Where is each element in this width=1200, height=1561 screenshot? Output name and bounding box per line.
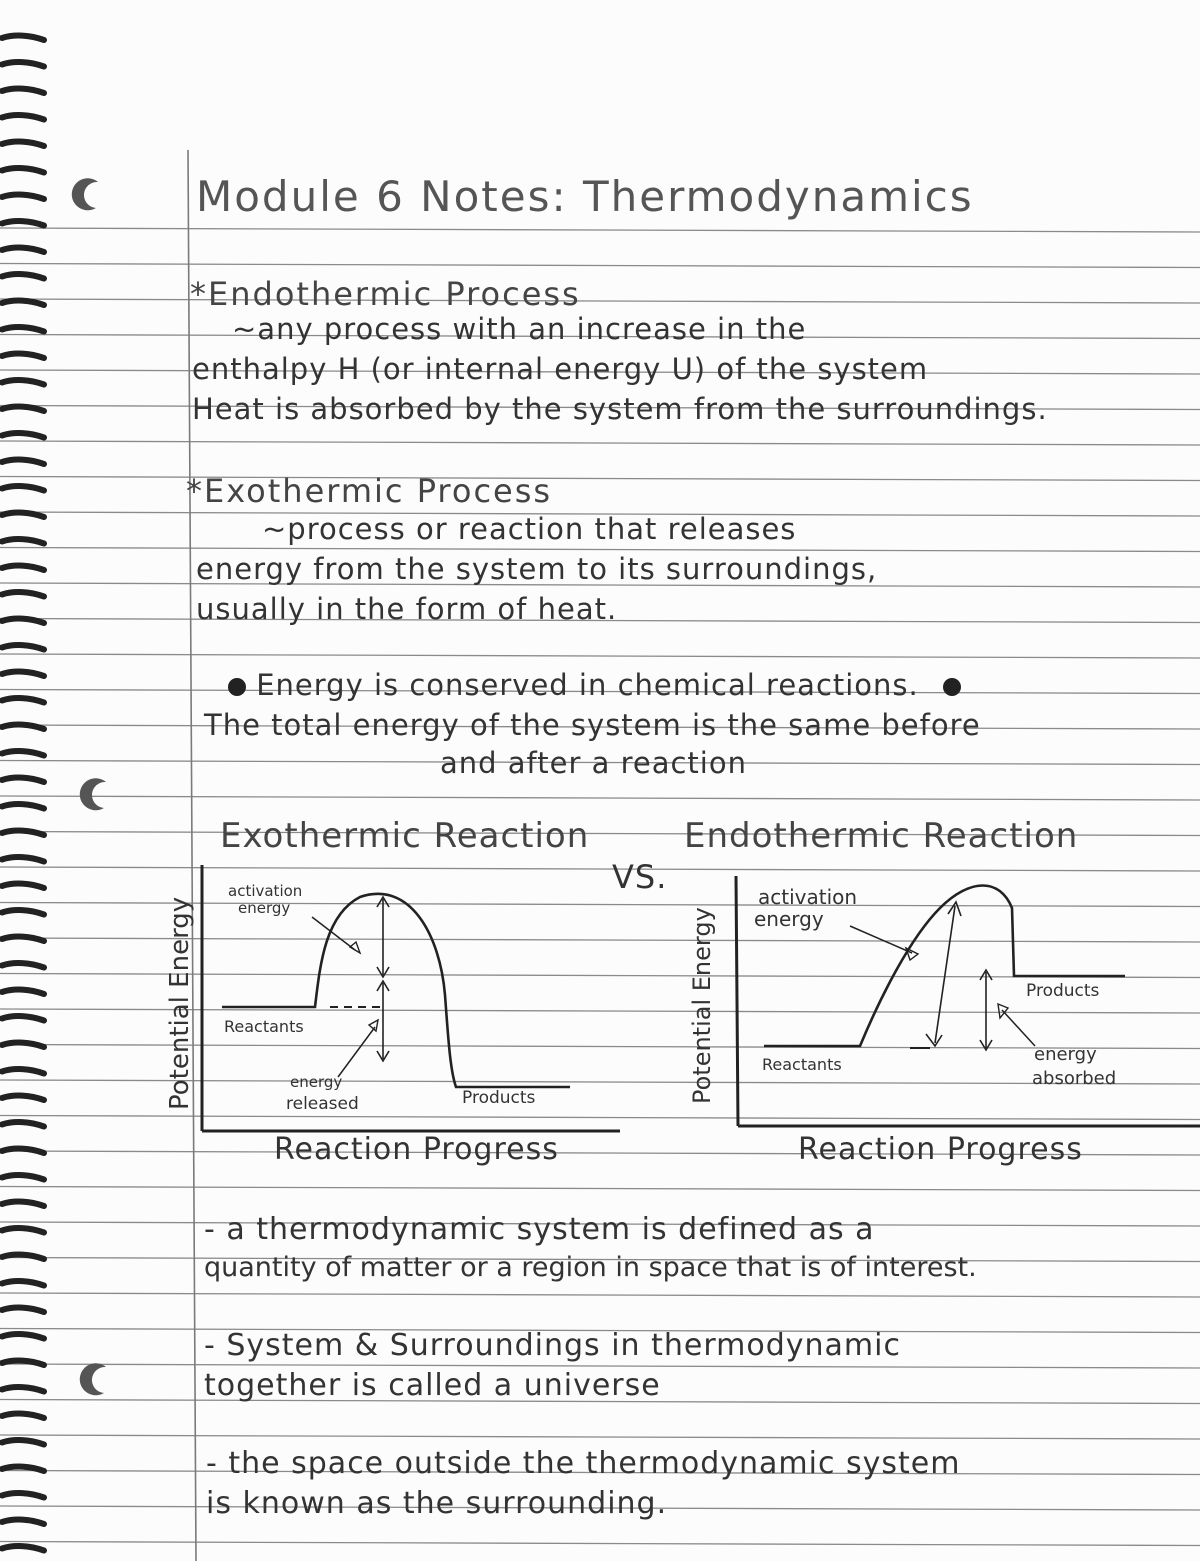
ruled-line [0, 299, 1200, 303]
spiral-ring [2, 592, 44, 596]
spiral-ring [2, 168, 44, 172]
exo-diagram-title: Exothermic Reaction [220, 816, 590, 856]
ruled-line [0, 548, 1200, 552]
spiral-ring [2, 751, 44, 755]
spiral-ring [2, 115, 44, 119]
spiral-ring [2, 1414, 44, 1418]
spiral-ring [2, 1334, 44, 1338]
spiral-ring [2, 62, 44, 66]
exothermic-diagram [150, 855, 620, 1145]
spiral-ring [2, 248, 44, 252]
spiral-ring [2, 1467, 44, 1471]
bullet-icon [943, 678, 961, 696]
spiral-ring [2, 963, 44, 967]
spiral-ring [2, 1546, 44, 1550]
spiral-ring [2, 1202, 44, 1206]
ruled-line [0, 796, 1200, 800]
spiral-ring [2, 1387, 44, 1391]
spiral-ring [2, 1096, 44, 1100]
endo-diagram-title: Endothermic Reaction [684, 816, 1079, 856]
definition-line: - System & Surroundings in thermodynamic [204, 1328, 901, 1363]
definition-line: together is called a universe [204, 1368, 661, 1403]
ruled-line [0, 264, 1200, 268]
conservation-text: Energy is conserved in chemical reactions. [256, 668, 919, 702]
ruled-line [0, 477, 1200, 481]
spiral-ring [2, 486, 44, 490]
spiral-ring [2, 195, 44, 199]
endothermic-line: ~any process with an increase in the [232, 312, 807, 346]
ruled-line [0, 1435, 1200, 1439]
ruled-line [0, 1187, 1200, 1191]
spiral-ring [2, 778, 44, 782]
spiral-ring [2, 566, 44, 570]
ruled-line [0, 654, 1200, 658]
spiral-ring [2, 884, 44, 888]
definition-line: is known as the surrounding. [206, 1486, 668, 1521]
spiral-ring [2, 990, 44, 994]
spiral-ring [2, 1122, 44, 1126]
spiral-ring [2, 1281, 44, 1285]
ruled-line [0, 228, 1200, 232]
spiral-ring [2, 1520, 44, 1524]
spiral-ring [2, 433, 44, 437]
endo-activation-label: energy [754, 907, 824, 931]
endo-absorbed-label: energy [1034, 1044, 1097, 1065]
endo-reactants-label: Reactants [762, 1055, 842, 1074]
exo-activation-label: energy [238, 899, 291, 917]
punch-hole-icon [60, 170, 110, 220]
bullet-icon [228, 678, 246, 696]
punch-hole-icon [68, 770, 118, 820]
exo-x-label: Reaction Progress [274, 1132, 559, 1167]
spiral-ring [2, 513, 44, 517]
endo-x-label: Reaction Progress [798, 1132, 1083, 1167]
spiral-ring [2, 36, 44, 40]
ruled-line [0, 1542, 1200, 1546]
spiral-ring [2, 354, 44, 358]
endothermic-line: Heat is absorbed by the system from the surroundings. [192, 392, 1048, 426]
exo-energy-curve [222, 894, 570, 1087]
spiral-ring [2, 274, 44, 278]
ruled-line [0, 1293, 1200, 1297]
spiral-ring [2, 142, 44, 146]
endothermic-line: enthalpy H (or internal energy U) of the system [192, 352, 929, 386]
spiral-ring [2, 539, 44, 543]
punch-hole-icon [68, 1355, 118, 1405]
endothermic-heading: *Endothermic Process [190, 275, 581, 313]
spiral-ring [2, 1440, 44, 1444]
endo-activation-arrow [935, 906, 955, 1043]
spiral-ring [2, 1361, 44, 1365]
conservation-line [228, 668, 961, 702]
conservation-line: The total energy of the system is the same before [204, 708, 981, 742]
spiral-ring [2, 857, 44, 861]
spiral-ring [2, 1016, 44, 1020]
exo-released-label: energy [290, 1073, 343, 1091]
definition-line: - the space outside the thermodynamic system [206, 1446, 961, 1481]
spiral-ring [2, 1043, 44, 1047]
spiral-ring [2, 1149, 44, 1153]
spiral-ring [2, 619, 44, 623]
endo-absorbed-label: absorbed [1032, 1068, 1117, 1089]
exothermic-heading: *Exothermic Process [186, 472, 553, 510]
exo-products-label: Products [462, 1088, 536, 1108]
spiral-ring [2, 725, 44, 729]
spiral-ring [2, 89, 44, 93]
exothermic-line: ~process or reaction that releases [262, 512, 797, 546]
spiral-ring [2, 804, 44, 808]
spiral-ring [2, 937, 44, 941]
exo-activation-pointer [312, 917, 355, 950]
spiral-ring [2, 672, 44, 676]
conservation-line: and after a reaction [440, 746, 747, 780]
exo-activation-label: activation [228, 882, 303, 900]
exothermic-line: energy from the system to its surroundings, [196, 552, 878, 586]
spiral-ring [2, 407, 44, 411]
vs-label: VS. [612, 858, 668, 896]
spiral-ring [2, 698, 44, 702]
exothermic-line: usually in the form of heat. [196, 592, 618, 626]
spiral-ring [2, 1308, 44, 1312]
endo-y-label: Potential Energy [688, 907, 716, 1104]
endo-products-label: Products [1026, 981, 1100, 1001]
exo-y-label: Potential Energy [165, 896, 195, 1110]
spiral-ring [2, 1069, 44, 1073]
spiral-ring [2, 831, 44, 835]
endothermic-diagram [680, 868, 1200, 1138]
endo-activation-label: activation [758, 885, 858, 909]
endo-activation-pointer [850, 926, 912, 953]
endo-y-axis [736, 876, 738, 1126]
spiral-ring [2, 1255, 44, 1259]
endo-absorbed-pointer [1002, 1010, 1035, 1046]
spiral-ring [2, 327, 44, 331]
spiral-ring [2, 645, 44, 649]
exo-released-label: released [286, 1094, 359, 1114]
spiral-ring [2, 380, 44, 384]
spiral-ring [2, 910, 44, 914]
ruled-line [0, 441, 1200, 445]
spiral-ring [2, 460, 44, 464]
definition-line: - a thermodynamic system is defined as a [204, 1212, 875, 1247]
spiral-ring [2, 301, 44, 305]
spiral-binding [0, 0, 60, 1561]
spiral-ring [2, 1493, 44, 1497]
spiral-ring [2, 221, 44, 225]
exo-released-pointer [338, 1027, 375, 1077]
exo-reactants-label: Reactants [224, 1017, 304, 1036]
spiral-ring [2, 1175, 44, 1179]
spiral-ring [2, 1228, 44, 1232]
definition-line: quantity of matter or a region in space that is of interest. [204, 1252, 977, 1283]
page-title: Module 6 Notes: Thermodynamics [196, 172, 974, 221]
